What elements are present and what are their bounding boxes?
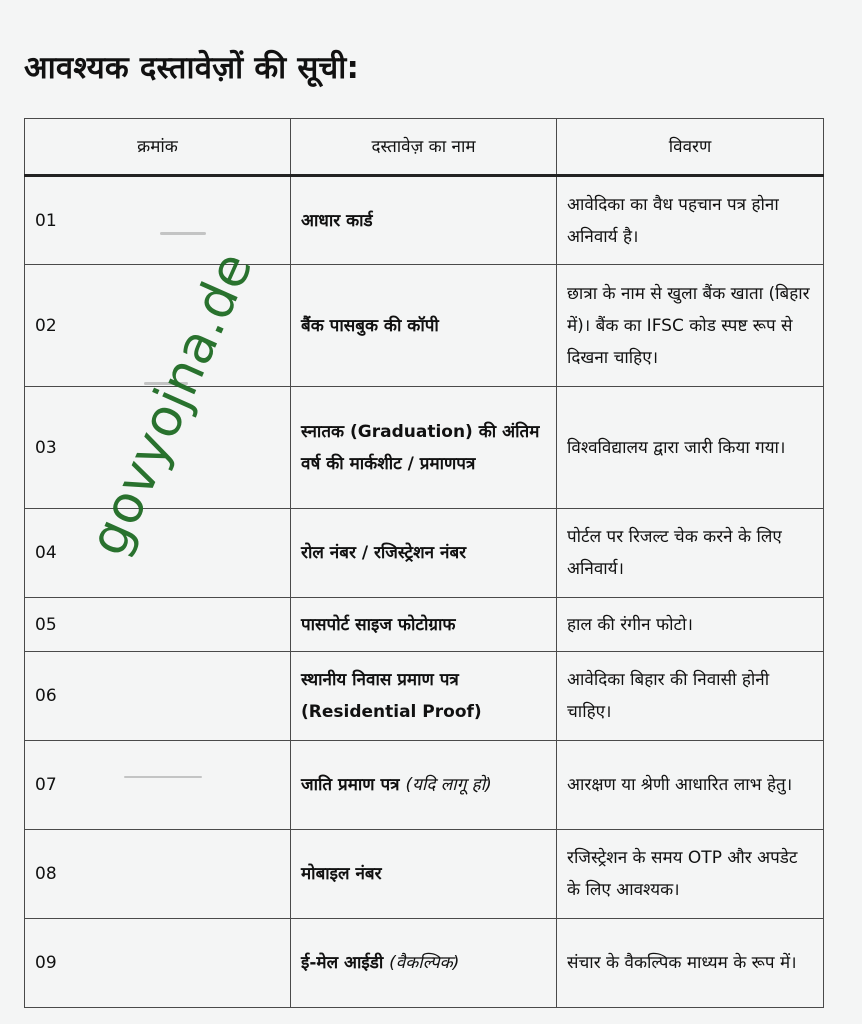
document-name xyxy=(291,652,557,741)
serial-number: 01 xyxy=(25,176,291,265)
document-name xyxy=(291,509,557,598)
document-description: आवेदिका का वैध पहचान पत्र होना अनिवार्य है। xyxy=(557,176,824,265)
document-name xyxy=(291,387,557,509)
watermark-smudge xyxy=(124,776,202,778)
document-description: पोर्टल पर रिजल्ट चेक करने के लिए अनिवार्य। xyxy=(557,509,824,598)
column-header-description: विवरण xyxy=(557,119,824,176)
page-title: आवश्यक दस्तावेज़ों की सूची: xyxy=(24,50,360,86)
document-name-text: मोबाइल नंबर xyxy=(301,864,382,884)
document-description: आरक्षण या श्रेणी आधारित लाभ हेतु। xyxy=(557,741,824,830)
document-name-text: आधार कार्ड xyxy=(301,210,373,231)
serial-number: 05 xyxy=(25,598,291,652)
document-name xyxy=(291,919,557,1008)
table-row xyxy=(25,652,824,741)
column-header-serial: क्रमांक xyxy=(25,119,291,176)
serial-number: 03 xyxy=(25,387,291,509)
table-row xyxy=(25,919,824,1008)
column-header-document-name: दस्तावेज़ का नाम xyxy=(291,119,557,176)
table-row xyxy=(25,598,824,652)
serial-number: 09 xyxy=(25,919,291,1008)
document-name xyxy=(291,265,557,387)
document-name-text: स्नातक (Graduation) की अंतिम वर्ष की मार्कशीट / प्रमाणपत्र xyxy=(301,421,540,474)
document-name-text: रोल नंबर / रजिस्ट्रेशन नंबर xyxy=(301,543,467,563)
document-name-note: (यदि लागू हो) xyxy=(405,775,492,795)
document-name-text: ई-मेल आईडी xyxy=(301,953,384,973)
serial-number: 07 xyxy=(25,741,291,830)
table-row xyxy=(25,830,824,919)
serial-number: 08 xyxy=(25,830,291,919)
document-name xyxy=(291,830,557,919)
watermark: govyojna.de xyxy=(78,243,265,565)
serial-number: 04 xyxy=(25,509,291,598)
serial-number: 06 xyxy=(25,652,291,741)
documents-table xyxy=(24,118,824,1008)
document-name xyxy=(291,598,557,652)
table-row xyxy=(25,741,824,830)
serial-number: 02 xyxy=(25,265,291,387)
document-name xyxy=(291,176,557,265)
table-row xyxy=(25,265,824,387)
document-name-text: जाति प्रमाण पत्र xyxy=(301,775,400,795)
document-description: हाल की रंगीन फोटो। xyxy=(557,598,824,652)
document-description: आवेदिका बिहार की निवासी होनी चाहिए। xyxy=(557,652,824,741)
document-description: रजिस्ट्रेशन के समय OTP और अपडेट के लिए आवश्यक। xyxy=(557,830,824,919)
table-header-row xyxy=(25,119,824,176)
document-name-text: पासपोर्ट साइज फोटोग्राफ xyxy=(301,614,456,635)
document-description: संचार के वैकल्पिक माध्यम के रूप में। xyxy=(557,919,824,1008)
table-row xyxy=(25,176,824,265)
document-description: छात्रा के नाम से खुला बैंक खाता (बिहार में)। बैंक का IFSC कोड स्पष्ट रूप से दिखना चाहिए। xyxy=(557,265,824,387)
document-name-text: बैंक पासबुक की कॉपी xyxy=(301,315,439,336)
document-description: विश्वविद्यालय द्वारा जारी किया गया। xyxy=(557,387,824,509)
document-name-text: स्थानीय निवास प्रमाण पत्र (Residential Proof) xyxy=(301,670,482,722)
watermark-smudge xyxy=(160,232,206,235)
document-name-note: (वैकल्पिक) xyxy=(389,953,460,973)
document-name xyxy=(291,741,557,830)
